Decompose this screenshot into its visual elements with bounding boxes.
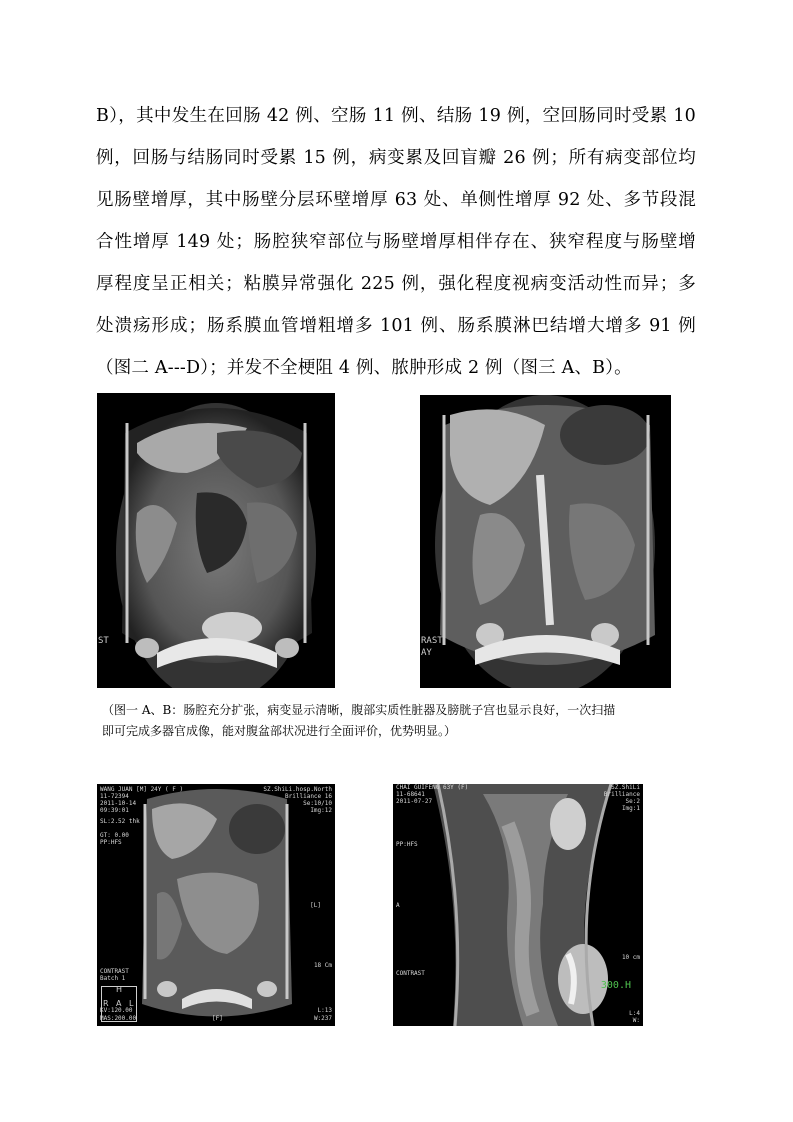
ct-side-label: AY: [421, 648, 432, 658]
scale-label: 10 cm: [621, 954, 640, 961]
patient-position: PP:HFS: [396, 841, 418, 848]
scan-date: 2011-07-27: [396, 798, 433, 805]
caption-line: 即可完成多器官成像，能对腹盆部状况进行全面评价，优势明显。）: [102, 724, 457, 738]
scanner-model: Brilliance 16: [285, 793, 332, 800]
paragraph-line: 见肠壁增厚，其中肠壁分层环壁增厚 63 处、单侧性增厚 92 处、多节段混: [96, 190, 696, 210]
patient-id: 11-68641: [396, 791, 425, 798]
orientation-anterior: A: [116, 999, 122, 1008]
ct-side-label: ST: [98, 636, 109, 646]
orientation-mark: [L]: [310, 902, 321, 909]
hu-value: 300.H: [600, 980, 631, 991]
slice-thickness: SL:2.52 thk: [100, 818, 140, 825]
figure-caption: [102, 700, 696, 742]
series-number: Se:2: [625, 798, 640, 805]
window-width: W:237: [313, 1015, 332, 1022]
ct-image-2a: [97, 784, 335, 1026]
patient-name: CHAI GUIFENG 63Y (F): [396, 784, 469, 791]
contrast-label: CONTRAST: [396, 970, 425, 977]
hospital-name: SZ.ShiLi.hosp.North: [263, 786, 332, 793]
ct-scan-coronal-1a: [97, 393, 335, 688]
image-number: Img:1: [621, 805, 640, 812]
scanner-model: Brilliance: [603, 791, 640, 798]
paragraph-line: （图二 A---D）；并发不全梗阻 4 例、脓肿形成 2 例（图三 A、B）。: [96, 358, 632, 378]
paragraph-line: 例，回肠与结肠同时受累 15 例，病变累及回盲瓣 26 例；所有病变部位均: [96, 148, 696, 168]
mas-value: MAS:200.00: [100, 1015, 137, 1022]
paragraph-line: 处溃疡形成；肠系膜血管增粗增多 101 例、肠系膜淋巴结增大增多 91 例: [96, 316, 696, 336]
ct-side-label: RAST: [421, 636, 443, 646]
patient-id: 11-72394: [100, 793, 129, 800]
gantry-tilt: GT: 0.00: [100, 832, 129, 839]
series-number: Se:10/10: [303, 800, 332, 807]
body-paragraph: [96, 95, 696, 389]
orientation-left: L: [129, 999, 134, 1008]
ct-image-1a: [97, 393, 335, 688]
ct-image-2b: [393, 784, 643, 1026]
ct-scan-coronal-1b: [420, 395, 671, 688]
kv-value: KV:120.00: [100, 1007, 133, 1014]
window-width: W:: [632, 1017, 640, 1024]
batch-label: Batch 1: [100, 975, 126, 982]
scan-time: 09:39:01: [100, 807, 129, 814]
orientation-right: R: [103, 999, 109, 1008]
hospital-name: SZ.ShiLi: [611, 784, 640, 791]
ct-image-1b: [420, 395, 671, 688]
paragraph-line: 合性增厚 149 处；肠腔狭窄部位与肠壁增厚相伴存在、狭窄程度与肠壁增: [96, 232, 696, 252]
scan-date: 2011-10-14: [100, 800, 137, 807]
caption-line: （图一 A、B：肠腔充分扩张，病变显示清晰，腹部实质性脏器及膀胱子宫也显示良好，一次扫描: [102, 703, 616, 717]
patient-name: WANG JUAN [M] 24Y ( F ): [100, 786, 184, 793]
orientation-mark: A: [396, 902, 400, 909]
paragraph-line: B），其中发生在回肠 42 例、空肠 11 例、结肠 19 例，空回肠同时受累 10: [96, 106, 696, 126]
paragraph-line: 厚程度呈正相关；粘膜异常强化 225 例，强化程度视病变活动性而异；多: [96, 274, 696, 294]
window-level: L:4: [629, 1010, 640, 1017]
scale-label: 18 Cm: [313, 962, 332, 969]
image-number: Img:12: [310, 807, 332, 814]
window-level: L:13: [317, 1007, 332, 1014]
contrast-label: CONTRAST: [100, 968, 129, 975]
orientation-mark: [F]: [212, 1015, 223, 1022]
orientation-head: H: [116, 985, 123, 994]
patient-position: PP:HFS: [100, 839, 122, 846]
